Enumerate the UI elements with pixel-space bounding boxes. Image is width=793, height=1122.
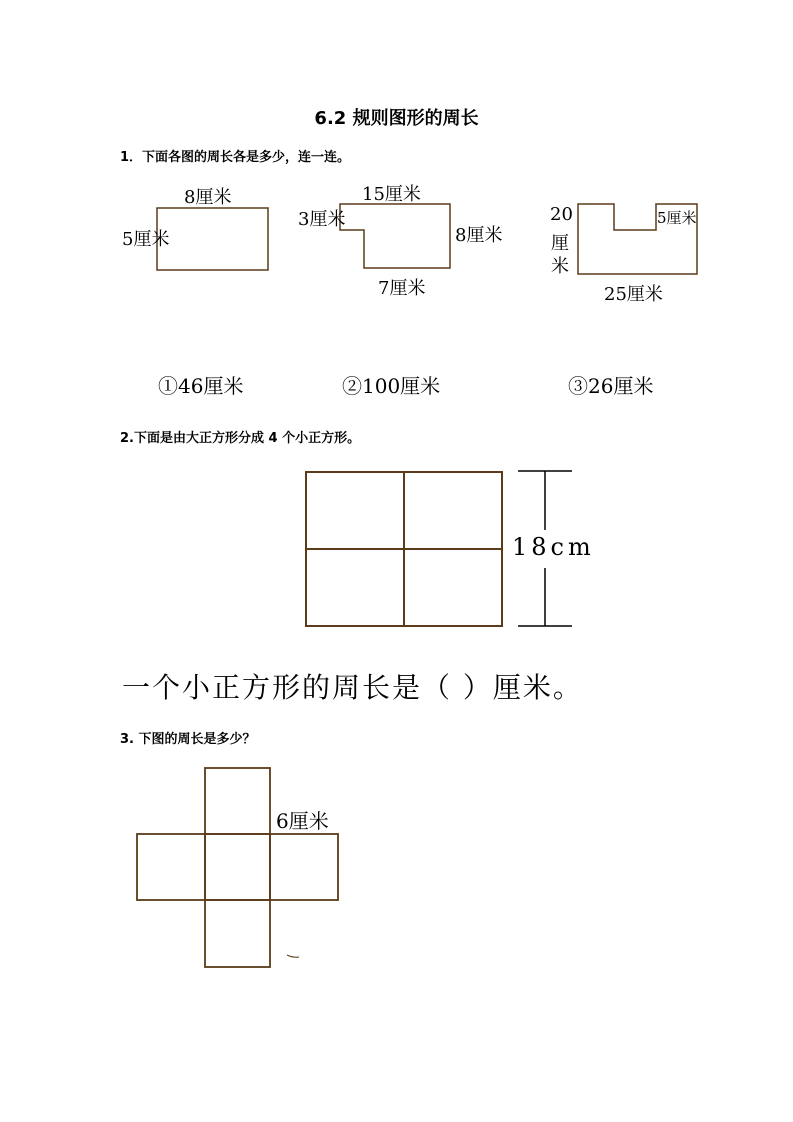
shape3-right-label: 5厘米 — [657, 209, 697, 227]
question-1-prompt: 1．下面各图的周长各是多少，连一连。 — [120, 150, 351, 165]
shape3-bottom-label: 25厘米 — [604, 284, 663, 305]
shape3-left-label-unit-1: 厘 — [551, 233, 569, 254]
stray-mark — [287, 955, 299, 957]
shape3-left-label-unit-2: 米 — [551, 256, 569, 277]
shape3-left-label-number: 20 — [550, 204, 573, 225]
q3-cross-shape — [137, 768, 338, 967]
question-2-prompt: 2.下面是由大正方形分成 4 个小正方形。 — [120, 431, 361, 446]
shape2-top-label: 15厘米 — [362, 184, 421, 205]
page-title: 6.2 规则图形的周长 — [314, 108, 479, 129]
option-1: ①46厘米 — [158, 374, 244, 398]
q2-dimension-label: 18cm — [512, 533, 595, 561]
option-2: ②100厘米 — [342, 374, 441, 398]
shape2-left-label: 3厘米 — [298, 209, 346, 230]
shape2-right-label: 8厘米 — [455, 225, 503, 246]
shape1-left-label: 5厘米 — [122, 229, 170, 250]
q1-shape-rectangle — [157, 208, 268, 270]
q2-answer-sentence: 一个小正方形的周长是（ ）厘米。 — [122, 671, 583, 704]
q1-shape-step — [340, 204, 450, 268]
question-3-prompt: 3. 下图的周长是多少？ — [120, 732, 256, 747]
option-3: ③26厘米 — [568, 374, 654, 398]
q3-side-label: 6厘米 — [276, 809, 329, 833]
shape2-bottom-label: 7厘米 — [378, 278, 426, 299]
shape1-top-label: 8厘米 — [184, 187, 232, 208]
